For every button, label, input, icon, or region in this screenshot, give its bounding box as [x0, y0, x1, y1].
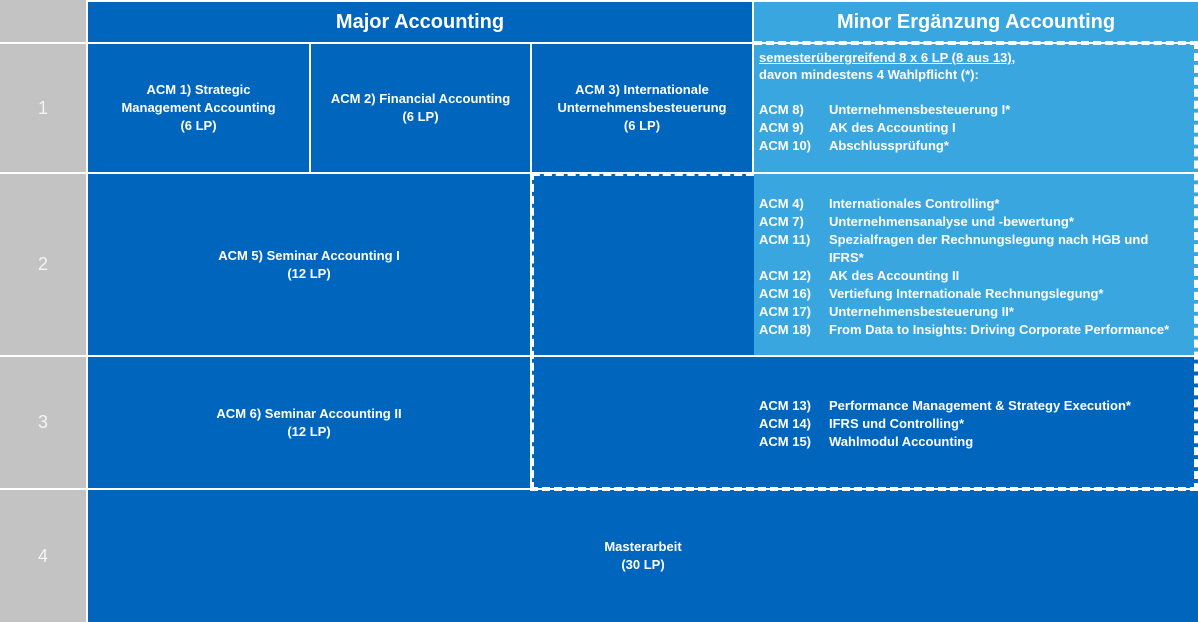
- header-major: [88, 2, 752, 42]
- module-acm3-credits: (6 LP): [623, 118, 661, 133]
- module-acm1-line2: Management Accounting: [121, 100, 276, 115]
- minor-boundary-right: [1194, 41, 1198, 491]
- module-acm2-credits: (6 LP): [402, 109, 439, 124]
- module-masterarbeit: [88, 490, 1198, 622]
- module-acm1-line1: ACM 1) Strategic: [146, 82, 251, 97]
- list-item: ACM 15) Wahlmodul Accounting: [759, 434, 974, 449]
- module-acm5-credits: (12 LP): [287, 265, 331, 281]
- list-item: ACM 12) AK des Accounting II: [759, 268, 960, 283]
- minor-boundary-bottom: [530, 487, 1198, 491]
- row-number-1: [0, 44, 86, 172]
- module-acm6: [88, 357, 530, 488]
- list-item: ACM 9) AK des Accounting I: [759, 120, 956, 135]
- header-major-label: Major Accounting: [335, 10, 505, 33]
- row-number-4: [0, 490, 86, 622]
- module-acm5-line1: ACM 5) Seminar Accounting I: [218, 247, 400, 263]
- header-minor-label: Minor Ergänzung Accounting: [836, 10, 1116, 33]
- minor-note-line2: davon mindestens 4 Wahlpflicht (*):: [759, 67, 979, 82]
- module-acm5: [88, 174, 530, 355]
- flex-area-row2: [532, 174, 754, 355]
- row-number-3: [0, 357, 86, 488]
- list-item: ACM 18) From Data to Insights: Driving Corporate Performance*: [759, 322, 1170, 337]
- minor-block-2: [754, 174, 1198, 355]
- minor-list-group2: [759, 195, 1191, 339]
- module-acm3-line2: Unternehmensbesteuerung: [557, 100, 727, 115]
- list-item: ACM 8) Unternehmensbesteuerung I*: [759, 102, 1011, 117]
- module-acm2: [311, 44, 530, 172]
- module-acm6-credits: (12 LP): [287, 423, 331, 439]
- module-acm2-line1: ACM 2) Financial Accounting: [330, 91, 511, 106]
- corner-cell: [0, 0, 86, 42]
- list-item: ACM 11) Spezialfragen der Rechnungslegung nach HGB und IFRS*: [759, 232, 1149, 265]
- minor-list-group3: [759, 397, 1189, 451]
- minor-block-1: [754, 44, 1198, 172]
- masterarbeit-label: Masterarbeit: [604, 539, 682, 554]
- module-acm3-line1: ACM 3) Internationale: [575, 82, 709, 97]
- module-acm1-credits: (6 LP): [180, 118, 217, 133]
- minor-boundary-top: [754, 41, 1198, 45]
- module-acm1: [88, 44, 309, 172]
- row-number-label: 1: [37, 97, 48, 118]
- minor-note-line1: semesterübergreifend 8 x 6 LP (8 aus 13),: [759, 50, 1016, 65]
- row-number-label: 4: [37, 545, 48, 566]
- module-acm6-line1: ACM 6) Seminar Accounting II: [216, 405, 402, 421]
- row-number-2: [0, 174, 86, 355]
- minor-boundary-left: [530, 172, 534, 490]
- list-item: ACM 16) Vertiefung Internationale Rechnungslegung*: [759, 286, 1104, 301]
- list-item: ACM 7) Unternehmensanalyse und -bewertung*: [759, 214, 1074, 229]
- list-item: ACM 14) IFRS und Controlling*: [759, 416, 965, 431]
- module-acm3: [532, 44, 752, 172]
- row-number-label: 3: [37, 412, 48, 432]
- row-number-label: 2: [37, 254, 48, 274]
- list-item: ACM 13) Performance Management & Strategy Execution*: [759, 398, 1131, 413]
- masterarbeit-credits: (30 LP): [621, 557, 665, 572]
- minor-block-3: [532, 357, 1198, 488]
- list-item: ACM 10) Abschlussprüfung*: [759, 138, 949, 153]
- list-item: ACM 4) Internationales Controlling*: [759, 196, 1000, 211]
- header-minor: [754, 2, 1198, 42]
- minor-list-group1: [759, 101, 1189, 155]
- minor-boundary-step: [532, 172, 754, 176]
- list-item: ACM 17) Unternehmensbesteuerung II*: [759, 304, 1014, 319]
